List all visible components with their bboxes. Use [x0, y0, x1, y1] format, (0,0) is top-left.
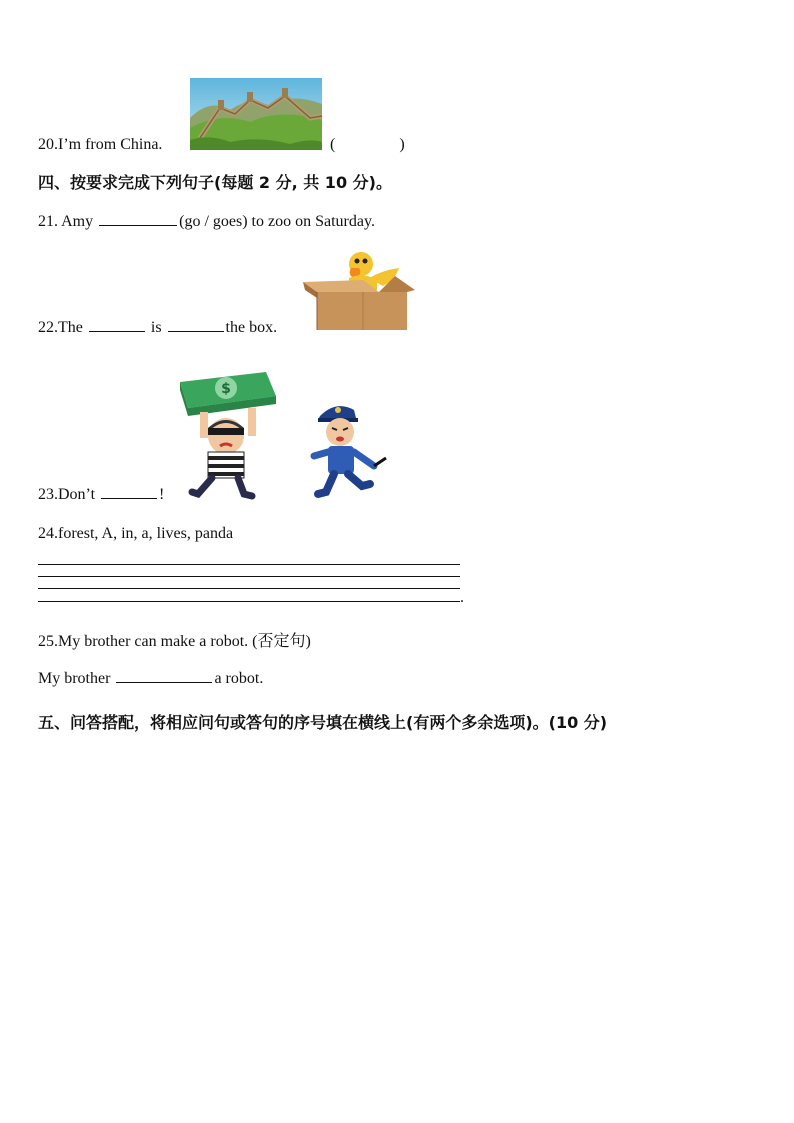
section-5-heading: 五、问答搭配，将相应问句或答句的序号填在横线上(有两个多余选项)。(10 分): [38, 713, 608, 732]
answer-blank-22b[interactable]: [168, 330, 224, 332]
police-officer-image: [312, 400, 392, 500]
question-25-answer: [38, 670, 263, 688]
question-22-prefix: 22.The: [38, 319, 83, 336]
question-21: [38, 213, 375, 231]
question-22-suffix: the box.: [225, 319, 278, 336]
svg-text:$: $: [221, 381, 231, 397]
answer-blank-25[interactable]: [116, 681, 212, 683]
question-20-text: 20.I’m from China.: [38, 136, 163, 153]
question-24: 24.forest, A, in, a, lives, panda: [38, 525, 234, 542]
question-25-answer-suffix: a robot.: [214, 670, 264, 687]
answer-blank-22a[interactable]: [89, 330, 145, 332]
question-22-mid: is: [150, 319, 162, 336]
question-22: [38, 319, 277, 337]
duck-in-box-image: [303, 250, 415, 334]
bracket-open: (: [330, 136, 336, 153]
question-25-answer-prefix: My brother: [38, 670, 111, 687]
answer-blank-21[interactable]: [99, 224, 177, 226]
answer-bracket-20: [330, 136, 405, 154]
question-20: [38, 136, 162, 154]
question-23-suffix: !: [159, 486, 165, 503]
bracket-close: ): [399, 136, 405, 153]
question-21-prefix: 21. Amy: [38, 213, 94, 230]
section-4-heading: 四、按要求完成下列句子(每题 2 分, 共 10 分)。: [38, 173, 392, 192]
question-21-options: (go / goes) to zoo on Saturday.: [179, 213, 375, 230]
question-25: 25.My brother can make a robot. (否定句): [38, 633, 311, 650]
answer-line-24-3[interactable]: [38, 588, 460, 589]
great-wall-image: [190, 78, 322, 150]
question-23: [38, 486, 164, 504]
answer-line-end-mark: .: [460, 589, 464, 606]
answer-line-24-4[interactable]: [38, 601, 460, 602]
question-23-prefix: 23.Don’t: [38, 486, 96, 503]
answer-line-24-1[interactable]: [38, 564, 460, 565]
answer-line-24-2[interactable]: [38, 576, 460, 577]
answer-blank-23[interactable]: [101, 497, 157, 499]
thief-with-money-image: [178, 362, 278, 502]
